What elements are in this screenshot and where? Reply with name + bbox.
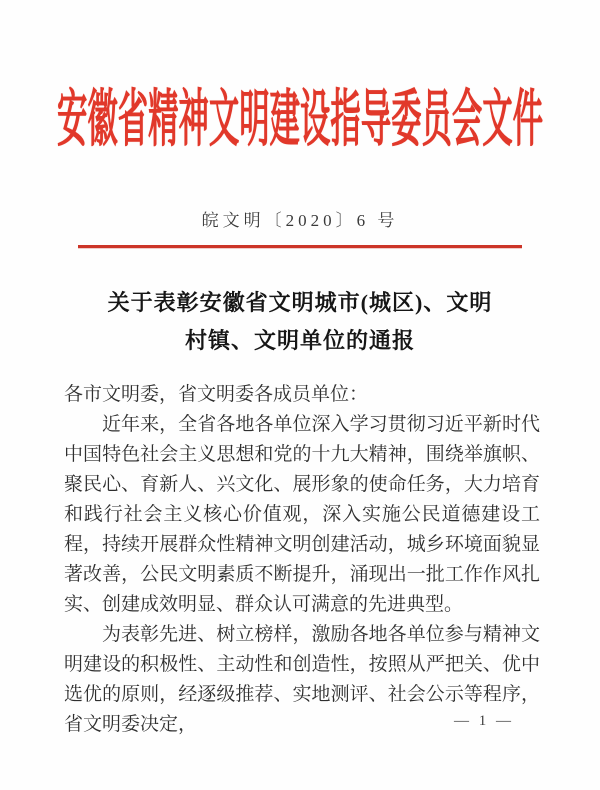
letterhead-title: 安徽省精神文明建设指导委员会文件 xyxy=(56,86,544,154)
document-title xyxy=(0,284,600,360)
salutation: 各市文明委，省文明委各成员单位： xyxy=(64,384,369,405)
red-divider xyxy=(78,245,522,248)
body-paragraph-2: 为表彰先进、树立榜样，激励各地各单位参与精神文明建设的积极性、主动性和创造性，按照从严把关、优中选优的原则，经逐级推荐、实地测评、社会公示等程序，省文明委决定， xyxy=(64,624,540,735)
document-title-line2: 村镇、文明单位的通报 xyxy=(184,328,415,353)
document-number: 皖文明〔2020〕6 号 xyxy=(201,211,399,230)
body-paragraph-1: 近年来，全省各地各单位深入学习贯彻习近平新时代中国特色社会主义思想和党的十九大精神，围绕举旗帜、聚民心、育新人、兴文化、展形象的使命任务，大力培育和践行社会主义核心价值观，深入实施公民道德建设工程，持续开展群众性精神文明创建活动，城乡环境面貌显著改善，公民文明素质不断提升，涌现出一批工作作风扎实、创建成效明显、群众认可满意的先进典型。 xyxy=(64,414,540,615)
document-body xyxy=(0,380,600,740)
document-title-line1: 关于表彰安徽省文明城市(城区)、文明 xyxy=(107,290,493,315)
letterhead xyxy=(0,84,600,156)
page-number: — 1 — xyxy=(454,713,514,729)
